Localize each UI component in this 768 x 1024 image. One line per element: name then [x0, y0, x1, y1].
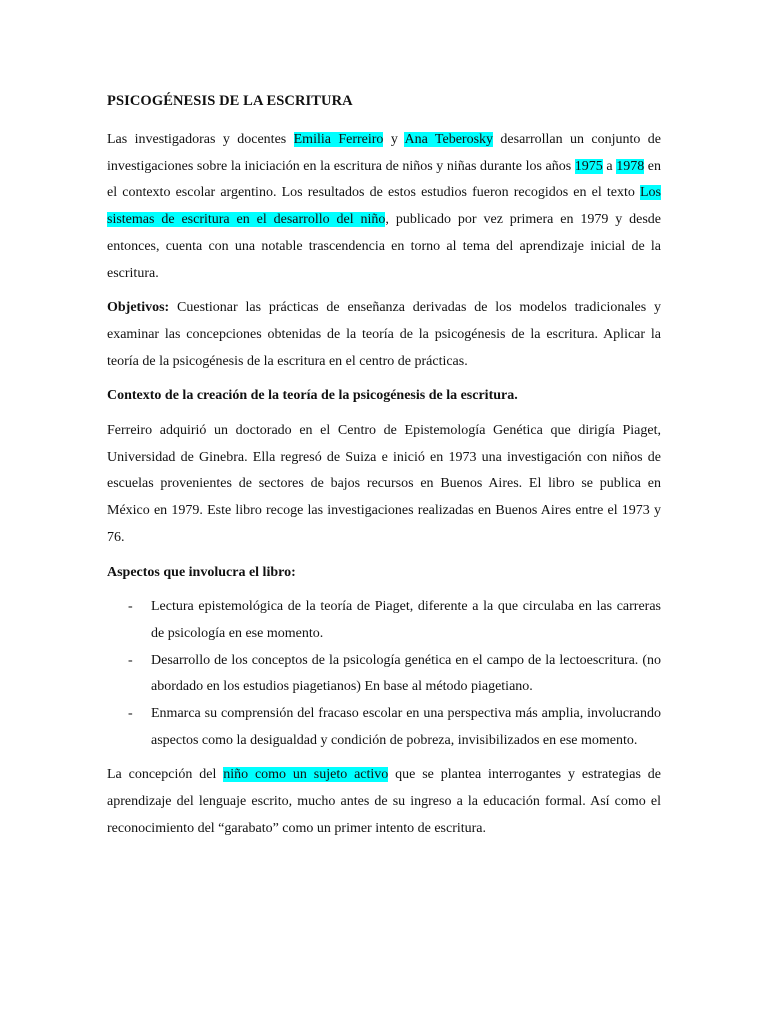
highlight-emilia-ferreiro: Emilia Ferreiro: [293, 132, 384, 147]
objetivos-text: Cuestionar las prácticas de enseñanza derivadas de los modelos tradicionales y examinar las concepciones obtenidas de la teoría de la psicogénesis de la escritura. Aplicar la teoría de la psicogénesis de la escritura en el centro de prácticas.: [107, 300, 661, 369]
highlight-book-title: Los sistemas de escritura en el desarrollo del niño: [107, 185, 661, 228]
intro-text-5: en el contexto escolar argentino. Los resultados de estos estudios fueron recogidos en el texto: [107, 158, 661, 201]
intro-text-2: y: [383, 132, 405, 147]
list-item: [107, 701, 661, 754]
aspectos-list: [107, 594, 661, 754]
document-title: PSICOGÉNESIS DE LA ESCRITURA: [107, 93, 353, 109]
list-item: [107, 594, 661, 647]
highlight-1978: 1978: [616, 158, 645, 174]
contexto-paragraph: Ferreiro adquirió un doctorado en el Centro de Epistemología Genética que dirigía Piaget, Universidad de Ginebra. Ella regresó de Suiza e inició en 1973 una investigación con niños de escuelas provenientes de sectores de bajos recursos en Buenos Aires. El libro se publica en México en 1979. Este libro recoge las investigaciones realizadas en Buenos Aires entre el 1973 y 76.: [107, 423, 661, 545]
intro-text-6: , publicado por vez primera en 1979 y desde entonces, cuenta con una notable trascendencia en torno al tema del aprendizaje inicial de la escritura.: [107, 212, 662, 281]
intro-text-4: a: [602, 158, 617, 174]
intro-text-3: desarrollan un conjunto de investigaciones sobre la iniciación en la escritura de niños y niñas durante los años: [107, 132, 661, 174]
list-bullet: -: [128, 652, 133, 668]
list-item-text: Desarrollo de los conceptos de la psicología genética en el campo de la lectoescritura. (no abordado en los estudios piagetianos) En base al método piagetiano.: [151, 652, 661, 695]
list-item-text: Enmarca su comprensión del fracaso escolar en una perspectiva más amplia, involucrando aspectos como la desigualdad y condición de pobreza, invisibilizados en ese momento.: [151, 706, 661, 748]
contexto-heading: Contexto de la creación de la teoría de la psicogénesis de la escritura.: [107, 388, 518, 404]
highlight-ana-teberosky: Ana Teberosky: [404, 132, 494, 147]
concepcion-paragraph: [107, 762, 661, 842]
objetivos-label: Objetivos:: [107, 300, 170, 316]
list-bullet: -: [128, 599, 133, 615]
document-body: [107, 88, 661, 843]
aspectos-heading: Aspectos que involucra el libro:: [107, 564, 296, 580]
list-bullet: -: [128, 706, 133, 722]
intro-text-1: Las investigadoras y docentes: [107, 132, 294, 147]
intro-paragraph: [107, 127, 661, 287]
list-item-text: Lectura epistemológica de la teoría de Piaget, diferente a la que circulaba en las carreras de psicología en ese momento.: [151, 599, 661, 641]
highlight-sujeto-activo: niño como un sujeto activo: [223, 767, 389, 783]
list-item: [107, 648, 661, 701]
concepcion-text-1: La concepción del: [107, 767, 224, 783]
concepcion-text-2: que se plantea interrogantes y estrategias de aprendizaje del lenguaje escrito, mucho antes de su ingreso a la educación formal. Así como el reconocimiento del “garabato” como un primer intento de escritura.: [107, 767, 661, 836]
objetivos-paragraph: [107, 295, 661, 375]
highlight-1975: 1975: [574, 158, 603, 174]
